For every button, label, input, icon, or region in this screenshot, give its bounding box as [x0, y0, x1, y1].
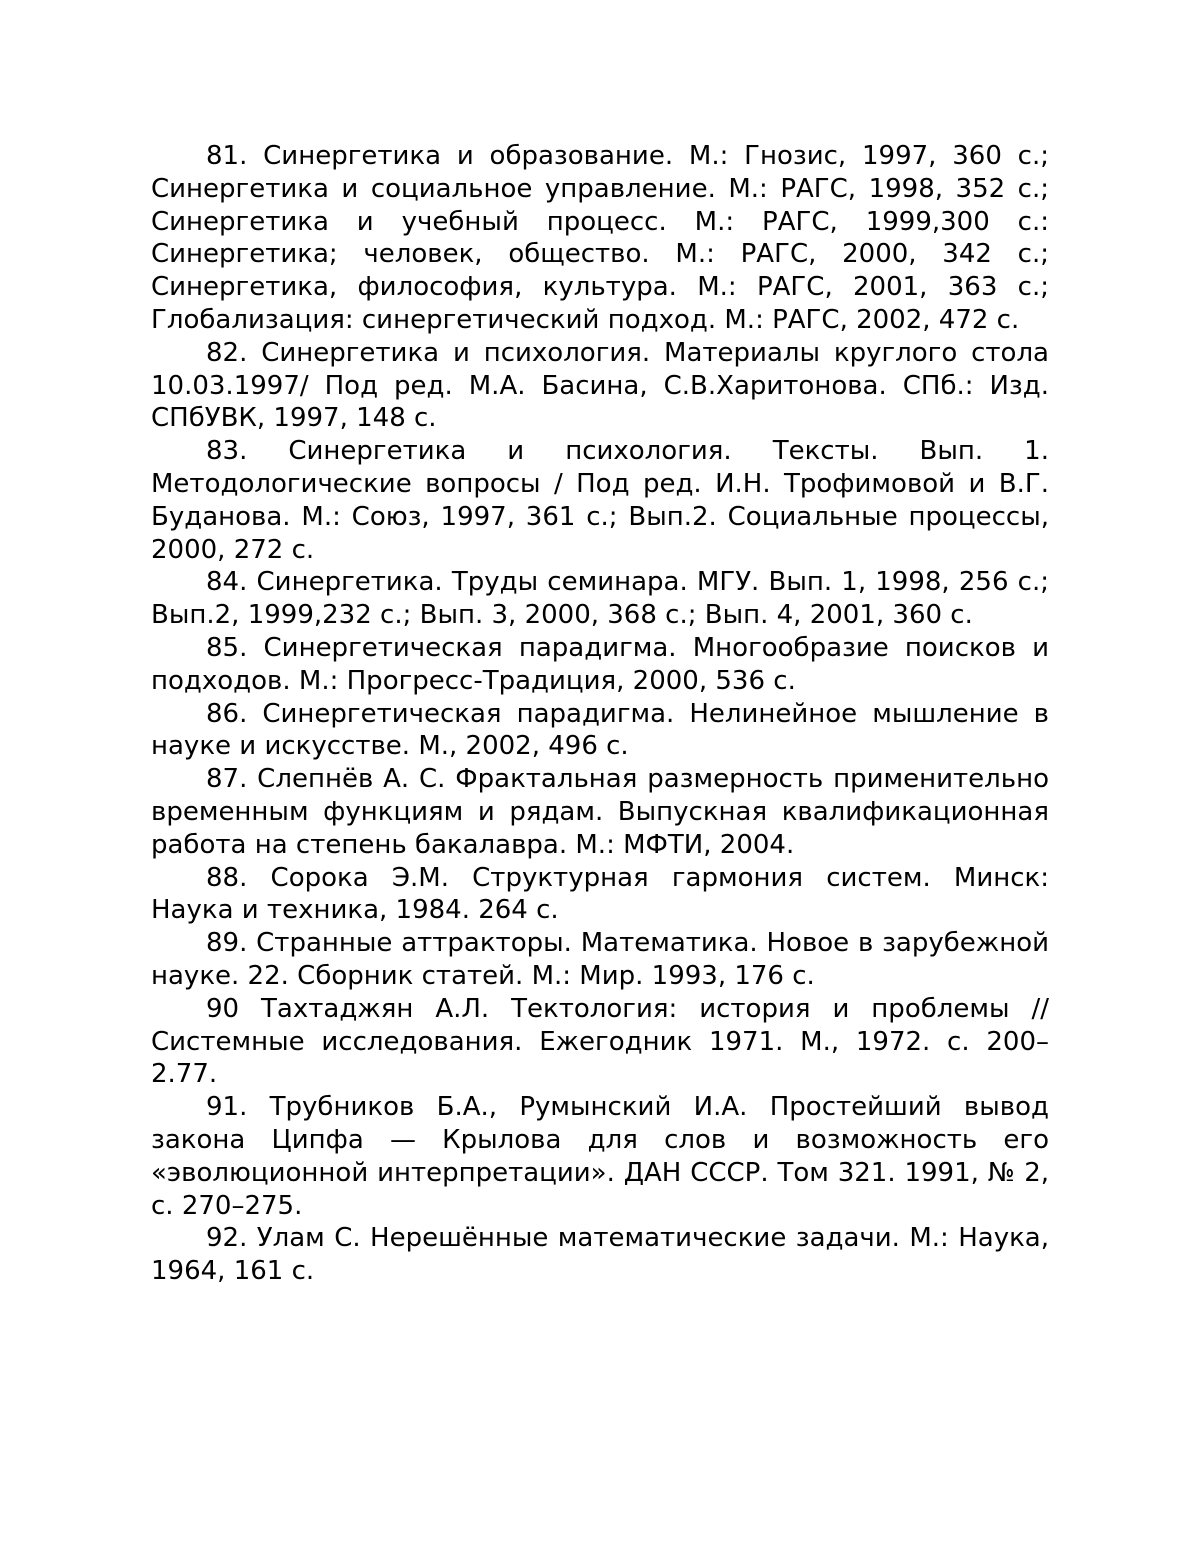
- reference-entry-83: 83. Синергетика и психология. Тексты. Вып. 1. Методологические вопросы / Под ред. И.Н. Трофимовой и В.Г. Буданова. М.: Союз, 1997, 361 с.; Вып.2. Социальные процессы, 2000, 272 с.: [151, 436, 1049, 565]
- reference-list: [151, 140, 1049, 1288]
- reference-entry-82: 82. Синергетика и психология. Материалы круглого стола 10.03.1997/ Под ред. М.А. Басина, С.В.Харитонова. СПб.: Изд. СПбУВК, 1997, 148 с.: [151, 337, 1049, 434]
- reference-entry-91: 91. Трубников Б.А., Румынский И.А. Простейший вывод закона Ципфа — Крылова для слов и возможность его «эволюционной интерпретации». ДАН СССР. Том 321. 1991, № 2, с. 270–275.: [151, 1092, 1049, 1221]
- reference-entry-90: 90 Тахтаджян А.Л. Тектология: история и проблемы // Системные исследования. Ежегодник 1971. М., 1972. с. 200–2.77.: [151, 993, 1049, 1090]
- reference-entry-89: 89. Странные аттракторы. Математика. Новое в зарубежной науке. 22. Сборник статей. М.: Мир. 1993, 176 с.: [151, 928, 1049, 991]
- reference-entry-81: 81. Синергетика и образование. М.: Гнозис, 1997, 360 с.; Синергетика и социальное управление. М.: РАГС, 1998, 352 с.; Синергетика и учебный процесс. М.: РАГС, 1999,300 с.: Синергетика; человек, общество. М.: РАГС, 2000, 342 с.; Синергетика, философия, культура. М.: РАГС, 2001, 363 с.; Глобализация: синергетический подход. М.: РАГС, 2002, 472 с.: [151, 141, 1049, 335]
- reference-entry-88: 88. Сорока Э.М. Структурная гармония систем. Минск: Наука и техника, 1984. 264 с.: [151, 862, 1049, 926]
- reference-entry-85: 85. Синергетическая парадигма. Многообразие поисков и подходов. М.: Прогресс-Традиция, 2000, 536 с.: [151, 632, 1049, 696]
- reference-entry-92: 92. Улам С. Нерешённые математические задачи. М.: Наука, 1964, 161 с.: [151, 1223, 1049, 1287]
- reference-entry-84: 84. Синергетика. Труды семинара. МГУ. Вып. 1, 1998, 256 с.; Вып.2, 1999,232 с.; Вып. 3, 2000, 368 с.; Вып. 4, 2001, 360 с.: [151, 567, 1049, 631]
- reference-entry-86: 86. Синергетическая парадигма. Нелинейное мышление в науке и искусстве. М., 2002, 496 с.: [151, 698, 1049, 762]
- reference-entry-87: 87. Слепнёв А. С. Фрактальная размерность применительно временным функциям и рядам. Выпускная квалификационная работа на степень бакалавра. М.: МФТИ, 2004.: [151, 764, 1049, 860]
